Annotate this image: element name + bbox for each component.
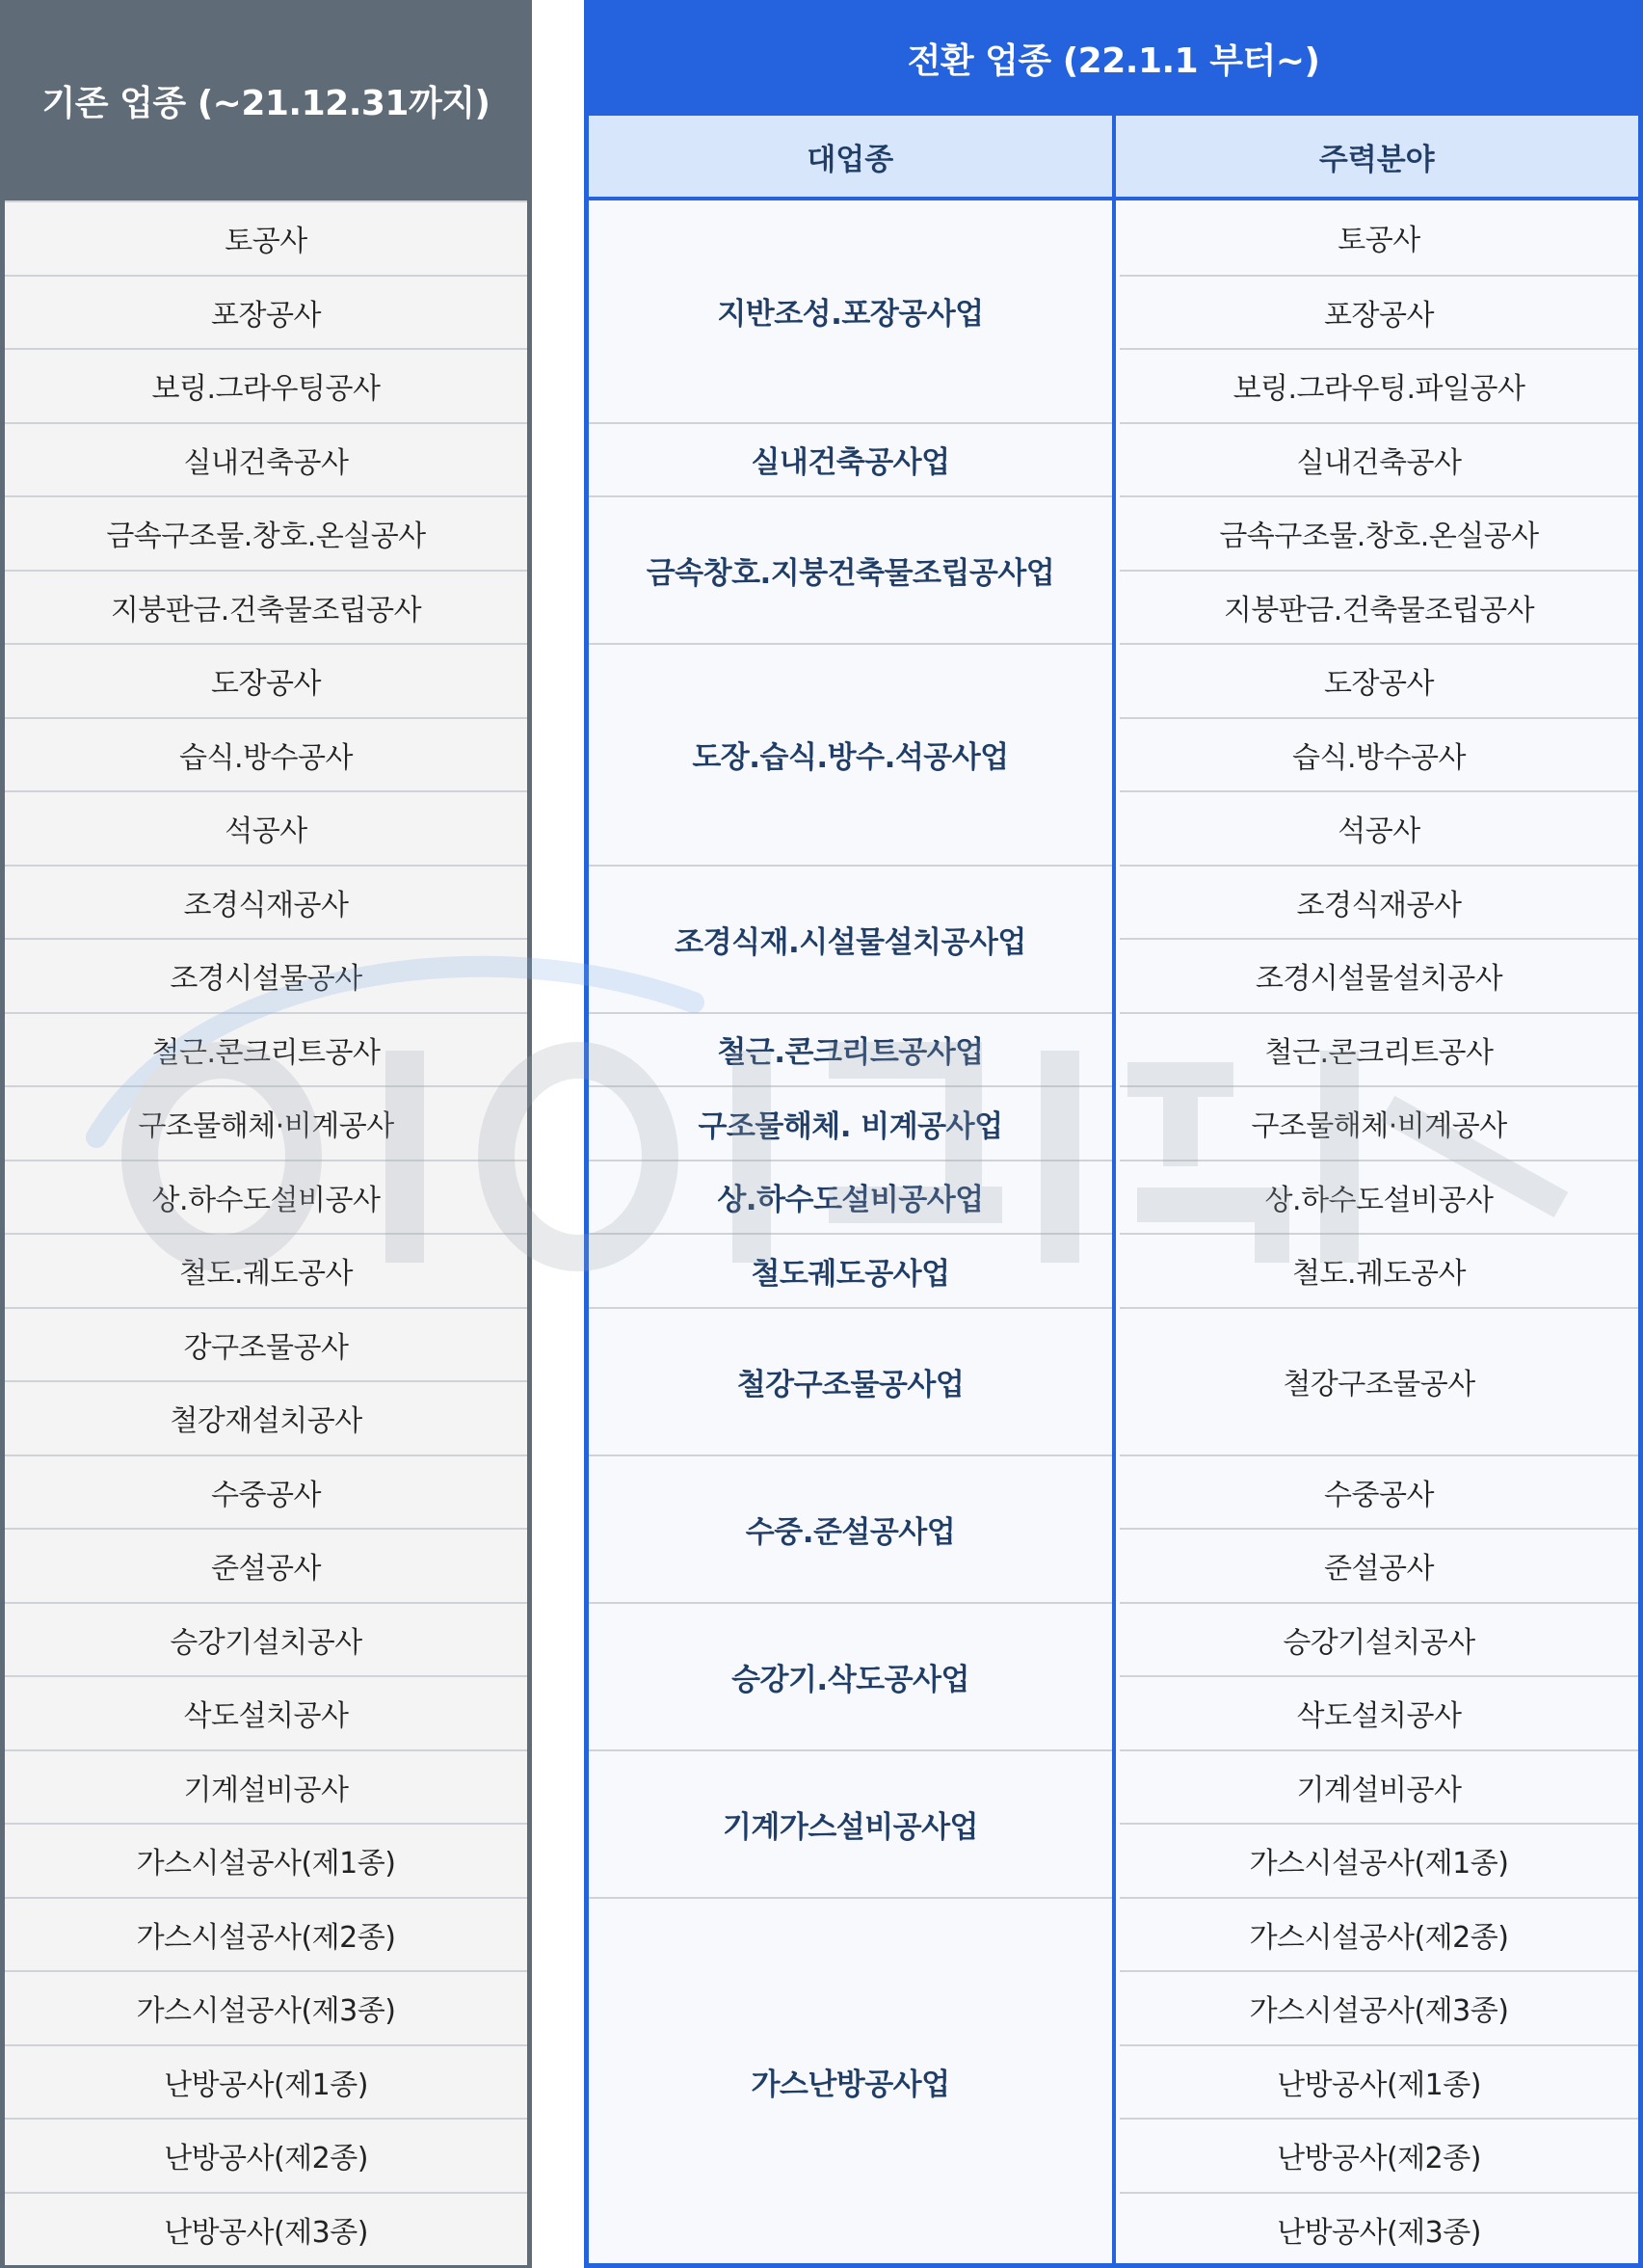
- legacy-industry-row: 가스시설공사(제2종): [5, 1897, 527, 1971]
- main-field-cell: 기계설비공사: [1120, 1749, 1638, 1824]
- legacy-industry-row: 구조물해체·비계공사: [5, 1085, 527, 1160]
- major-industry-cell: 지반조성.포장공사업: [717, 297, 984, 333]
- main-field-cell: 구조물해체·비계공사: [1120, 1085, 1638, 1160]
- major-industry-cell: 철근.콘크리트공사업: [589, 1012, 1112, 1086]
- converted-table-body: [589, 200, 1638, 2263]
- legacy-industry-row: 보링.그라우팅공사: [5, 348, 527, 422]
- major-industry-cell: 기계가스설비공사업: [589, 1749, 1112, 1897]
- main-field-cell: 난방공사(제3종): [1120, 2192, 1638, 2266]
- legacy-industry-row: 강구조물공사: [5, 1307, 527, 1381]
- legacy-industry-row: 난방공사(제2종): [5, 2118, 527, 2192]
- legacy-industry-table: [0, 0, 532, 2268]
- main-field-cell: 철강구조물공사: [1120, 1307, 1638, 1454]
- converted-table-title: 전환 업종 (22.1.1 부터~): [589, 0, 1638, 116]
- main-field-cell: 준설공사: [1120, 1528, 1638, 1602]
- legacy-industry-row: 가스시설공사(제3종): [5, 1970, 527, 2044]
- legacy-industry-row: 승강기설치공사: [5, 1602, 527, 1676]
- main-field-cell: 가스시설공사(제1종): [1120, 1823, 1638, 1897]
- legacy-industry-row: 토공사: [5, 200, 527, 275]
- major-industry-cell: 승강기.삭도공사업: [589, 1602, 1112, 1749]
- major-industry-cell: 수중.준설공사업: [589, 1454, 1112, 1602]
- legacy-industry-row: 기계설비공사: [5, 1749, 527, 1824]
- main-field-cell: 난방공사(제2종): [1120, 2118, 1638, 2192]
- legacy-industry-row: 조경식재공사: [5, 865, 527, 939]
- main-field-cell: 조경시설물설치공사: [1120, 938, 1638, 1012]
- legacy-industry-row: 준설공사: [5, 1528, 527, 1602]
- major-industry-cell: 철도궤도공사업: [589, 1233, 1112, 1307]
- main-field-cell: 실내건축공사: [1120, 422, 1638, 496]
- major-industry-cell: 도장.습식.방수.석공사업: [589, 643, 1112, 865]
- main-field-cell: 포장공사: [1120, 275, 1638, 349]
- main-field-cell: 보링.그라우팅.파일공사: [1120, 348, 1638, 422]
- legacy-industry-row: 난방공사(제3종): [5, 2192, 527, 2266]
- main-field-cell: 가스시설공사(제3종): [1120, 1970, 1638, 2044]
- legacy-industry-row: 난방공사(제1종): [5, 2044, 527, 2119]
- main-field-cell: 석공사: [1120, 790, 1638, 865]
- main-field-column: [1120, 200, 1638, 2263]
- main-field-cell: 상.하수도설비공사: [1120, 1160, 1638, 1234]
- main-field-cell: 난방공사(제1종): [1120, 2044, 1638, 2119]
- legacy-industry-row: 삭도설치공사: [5, 1675, 527, 1749]
- main-field-cell: 습식.방수공사: [1120, 717, 1638, 791]
- main-field-cell: 지붕판금.건축물조립공사: [1120, 570, 1638, 644]
- legacy-industry-row: 도장공사: [5, 643, 527, 717]
- main-field-cell: 철근.콘크리트공사: [1120, 1012, 1638, 1086]
- major-industry-cell: 구조물해체. 비계공사업: [589, 1085, 1112, 1160]
- major-industry-cell: 철강구조물공사업: [589, 1307, 1112, 1454]
- major-industry-cell: 가스난방공사업: [589, 1897, 1112, 2266]
- main-field-cell: 삭도설치공사: [1120, 1675, 1638, 1749]
- legacy-industry-row: 지붕판금.건축물조립공사: [5, 570, 527, 644]
- legacy-industry-row: 철도.궤도공사: [5, 1233, 527, 1307]
- column-header-major: 대업종: [807, 142, 894, 177]
- main-field-cell: 가스시설공사(제2종): [1120, 1897, 1638, 1971]
- main-field-cell: 조경식재공사: [1120, 865, 1638, 939]
- legacy-industry-row: 철강재설치공사: [5, 1380, 527, 1454]
- legacy-industry-row: 실내건축공사: [5, 422, 527, 496]
- legacy-industry-row: 습식.방수공사: [5, 717, 527, 791]
- legacy-industry-row: 금속구조물.창호.온실공사: [5, 495, 527, 570]
- major-industry-cell: 금속창호.지붕건축물조립공사업: [589, 495, 1112, 643]
- legacy-table-rows: [5, 200, 527, 2265]
- converted-industry-table: [584, 0, 1643, 2268]
- major-industry-column: [589, 200, 1116, 2263]
- major-industry-cell: 실내건축공사업: [589, 422, 1112, 496]
- legacy-industry-row: 철근.콘크리트공사: [5, 1012, 527, 1086]
- main-field-cell: 승강기설치공사: [1120, 1602, 1638, 1676]
- legacy-industry-row: 포장공사: [5, 275, 527, 349]
- legacy-table-header: 기존 업종 (~21.12.31까지): [5, 0, 527, 200]
- legacy-industry-row: 가스시설공사(제1종): [5, 1823, 527, 1897]
- main-field-cell: 수중공사: [1120, 1454, 1638, 1529]
- major-industry-cell: 상.하수도설비공사업: [589, 1160, 1112, 1234]
- legacy-industry-row: 조경시설물공사: [5, 938, 527, 1012]
- main-field-cell: 토공사: [1338, 224, 1420, 258]
- main-field-cell: 철도.궤도공사: [1120, 1233, 1638, 1307]
- column-header-minor: 주력분야: [1112, 116, 1639, 197]
- legacy-industry-row: 상.하수도설비공사: [5, 1160, 527, 1234]
- main-field-cell: 금속구조물.창호.온실공사: [1120, 495, 1638, 570]
- converted-table-subheader: [589, 116, 1638, 200]
- main-field-cell: 도장공사: [1120, 643, 1638, 717]
- major-industry-cell: 조경식재.시설물설치공사업: [589, 865, 1112, 1012]
- legacy-industry-row: 수중공사: [5, 1454, 527, 1529]
- legacy-industry-row: 석공사: [5, 790, 527, 865]
